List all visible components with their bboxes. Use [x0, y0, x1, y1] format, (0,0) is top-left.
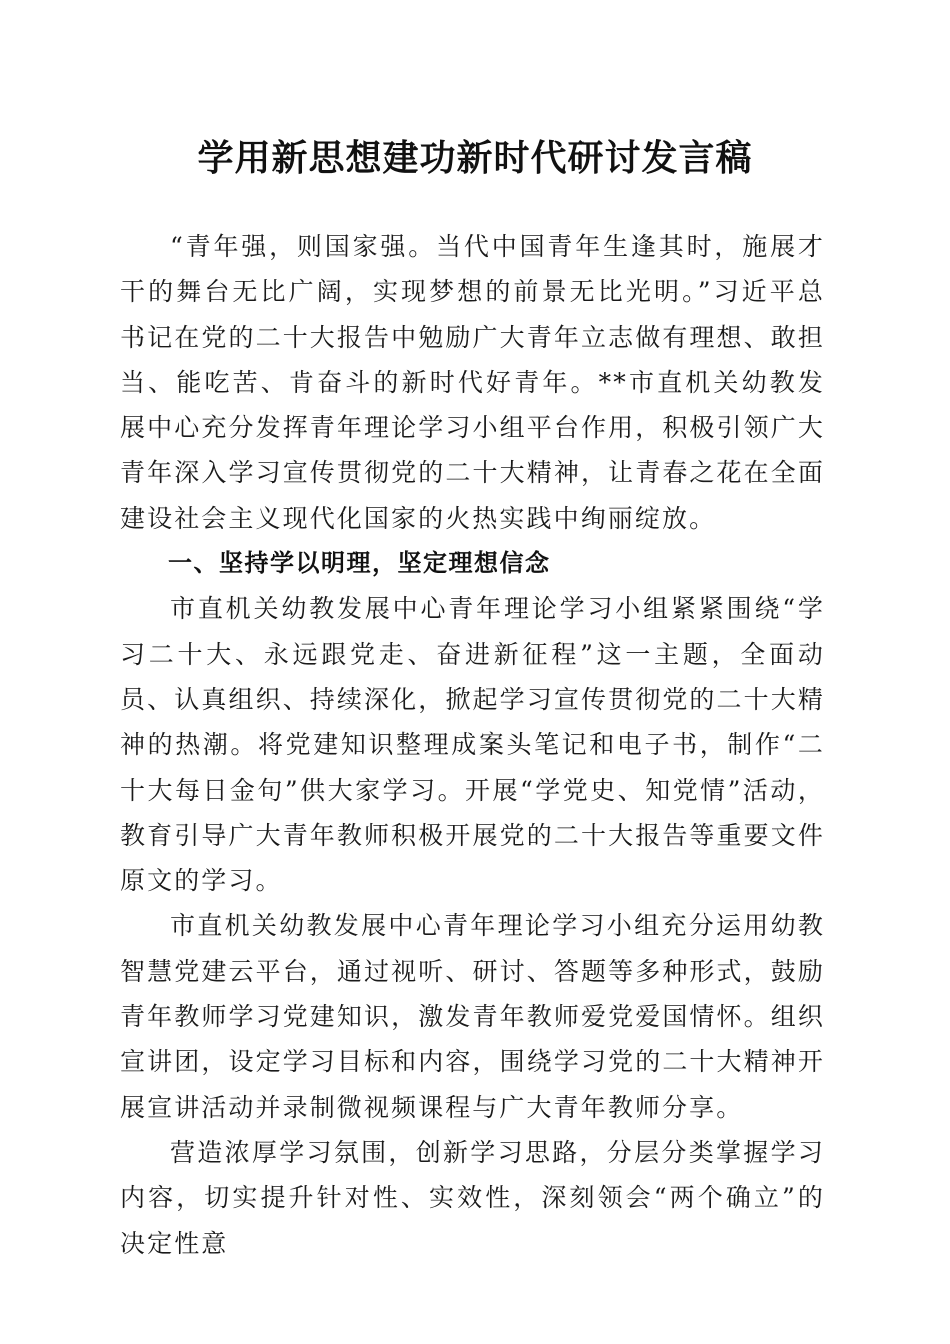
- body-paragraph: 市直机关幼教发展中心青年理论学习小组紧紧围绕“学习二十大、永远跟党走、奋进新征程”这一主题，全面动员、认真组织、持续深化，掀起学习宣传贯彻党的二十大精神的热潮。将党建知识整理成案头笔记和电子书，制作“二十大每日金句”供大家学习。开展“学党史、知党情”活动，教育引导广大青年教师积极开展党的二十大报告等重要文件原文的学习。: [120, 594, 825, 896]
- intro-paragraph: “青年强，则国家强。当代中国青年生逢其时，施展才干的舞台无比广阔，实现梦想的前景无比光明。”习近平总书记在党的二十大报告中勉励广大青年立志做有理想、敢担当、能吃苦、肯奋斗的新时代好青年。**市直机关幼教发展中心充分发挥青年理论学习小组平台作用，积极引领广大青年深入学习宣传贯彻党的二十大精神，让青春之花在全面建设社会主义现代化国家的火热实践中绚丽绽放。: [120, 232, 825, 533]
- body-paragraph: 市直机关幼教发展中心青年理论学习小组充分运用幼教智慧党建云平台，通过视听、研讨、答题等多种形式，鼓励青年教师学习党建知识，激发青年教师爱党爱国情怀。组织宣讲团，设定学习目标和内容，围绕学习党的二十大精神开展宣讲活动并录制微视频课程与广大青年教师分享。: [120, 911, 825, 1122]
- document-title: 学用新思想建功新时代研讨发言稿: [197, 137, 753, 179]
- document-body: [120, 224, 825, 1266]
- body-paragraph: 营造浓厚学习氛围，创新学习思路，分层分类掌握学习内容，切实提升针对性、实效性，深刻领会“两个确立”的决定性意: [120, 1137, 825, 1258]
- section-heading: 一、坚持学以明理，坚定理想信念: [168, 549, 551, 578]
